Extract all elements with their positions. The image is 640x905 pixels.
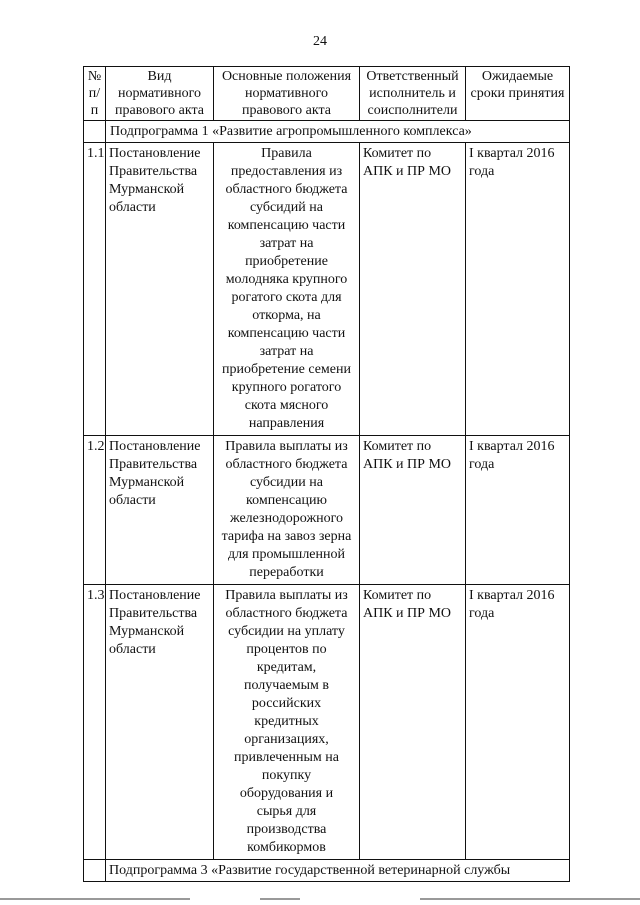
- header-act-type: Вид нормативного правового акта: [106, 67, 214, 121]
- table-row: [84, 585, 570, 860]
- act-type: Постановление Правительства Мурманской области: [106, 585, 214, 860]
- row-number: 1.1: [84, 143, 106, 436]
- regulatory-acts-table: [83, 66, 570, 882]
- act-executor: Комитет по АПК и ПР МО: [360, 436, 466, 585]
- row-number: 1.3: [84, 585, 106, 860]
- act-executor: Комитет по АПК и ПР МО: [360, 585, 466, 860]
- header-num: № п/п: [84, 67, 106, 121]
- header-executor: Ответственный исполнитель и соисполнители: [360, 67, 466, 121]
- table-header-row: [84, 67, 570, 121]
- page-number: 24: [313, 34, 327, 49]
- act-type: Постановление Правительства Мурманской области: [106, 436, 214, 585]
- act-deadline: I квартал 2016 года: [466, 585, 570, 860]
- act-type: Постановление Правительства Мурманской области: [106, 143, 214, 436]
- act-deadline: I квартал 2016 года: [466, 436, 570, 585]
- subprogram-1-title: Подпрограмма 1 «Развитие агропромышленного комплекса»: [106, 121, 570, 143]
- act-provisions: Правила выплаты из областного бюджета субсидии на уплату процентов по кредитам, получаемым в российских кредитных организациях, привлеченным на покупку оборудования и сырья для производства комбикормов: [214, 585, 360, 860]
- header-deadline: Ожидаемые сроки принятия: [466, 67, 570, 121]
- scan-edge-mark: [0, 898, 640, 900]
- table-row: [84, 143, 570, 436]
- row-number: 1.2: [84, 436, 106, 585]
- act-executor: Комитет по АПК и ПР МО: [360, 143, 466, 436]
- table-row: [84, 436, 570, 585]
- act-deadline: I квартал 2016 года: [466, 143, 570, 436]
- act-provisions: Правила выплаты из областного бюджета субсидии на компенсацию железнодорожного тарифа на завоз зерна для промышленной переработки: [214, 436, 360, 585]
- subprogram-row: [84, 860, 570, 882]
- act-provisions: Правила предоставления из областного бюджета субсидий на компенсацию части затрат на приобретение молодняка крупного рогатого скота для откорма, на компенсацию части затрат на приобретение семени крупного рогатого скота мясного направления: [214, 143, 360, 436]
- subprogram-row: [84, 121, 570, 143]
- header-provisions: Основные положения нормативного правового акта: [214, 67, 360, 121]
- subprogram-3-title: Подпрограмма 3 «Развитие государственной ветеринарной службы: [106, 860, 570, 882]
